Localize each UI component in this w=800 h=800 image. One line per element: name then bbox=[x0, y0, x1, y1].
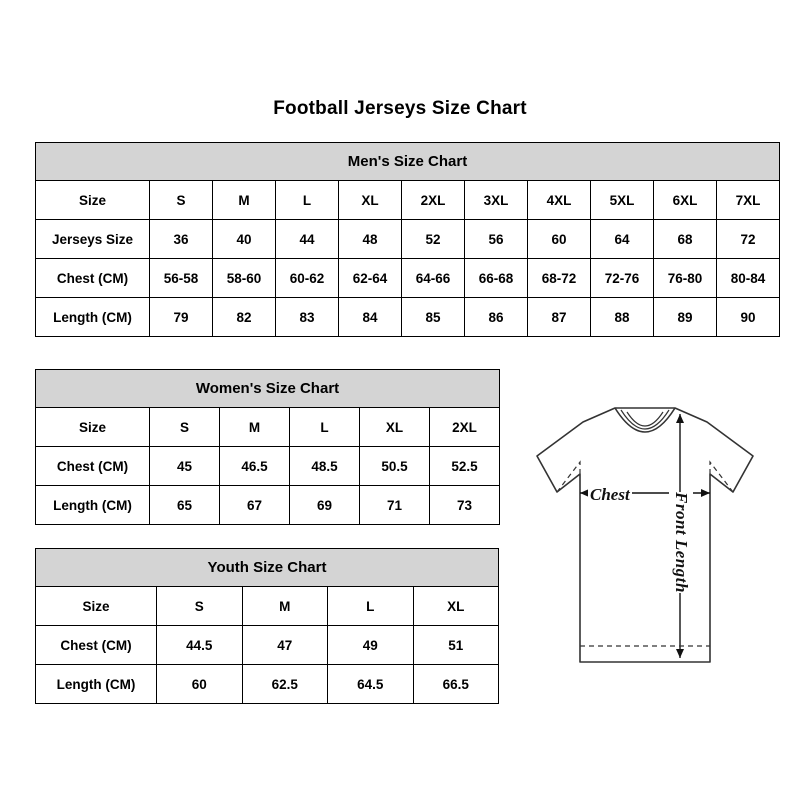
table-cell: 60 bbox=[528, 220, 591, 259]
table-cell: 80-84 bbox=[717, 259, 780, 298]
womens-table-caption: Women's Size Chart bbox=[35, 369, 500, 407]
youth-size-chart bbox=[35, 548, 493, 704]
table-cell: 60 bbox=[157, 665, 243, 704]
table-row bbox=[36, 587, 499, 626]
row-label: Chest (CM) bbox=[36, 259, 150, 298]
table-cell: 85 bbox=[402, 298, 465, 337]
table-cell: 52.5 bbox=[430, 447, 500, 486]
table-row bbox=[36, 220, 780, 259]
table-cell: 60-62 bbox=[276, 259, 339, 298]
table-cell: 6XL bbox=[654, 181, 717, 220]
table-cell: 45 bbox=[150, 447, 220, 486]
row-label: Size bbox=[36, 587, 157, 626]
row-label: Chest (CM) bbox=[36, 447, 150, 486]
table-cell: 62-64 bbox=[339, 259, 402, 298]
table-row bbox=[36, 447, 500, 486]
table-cell: 64 bbox=[591, 220, 654, 259]
table-cell: L bbox=[276, 181, 339, 220]
table-row bbox=[36, 626, 499, 665]
table-cell: 89 bbox=[654, 298, 717, 337]
table-cell: 47 bbox=[242, 626, 328, 665]
table-cell: 48 bbox=[339, 220, 402, 259]
table-row bbox=[36, 181, 780, 220]
row-label: Size bbox=[36, 408, 150, 447]
table-cell: 4XL bbox=[528, 181, 591, 220]
youth-table-caption: Youth Size Chart bbox=[35, 548, 499, 586]
row-label: Size bbox=[36, 181, 150, 220]
table-row bbox=[36, 408, 500, 447]
table-cell: 3XL bbox=[465, 181, 528, 220]
table-cell: 5XL bbox=[591, 181, 654, 220]
table-cell: 2XL bbox=[402, 181, 465, 220]
table-cell: M bbox=[242, 587, 328, 626]
womens-size-chart bbox=[35, 369, 493, 525]
table-cell: 64-66 bbox=[402, 259, 465, 298]
table-cell: 72-76 bbox=[591, 259, 654, 298]
row-label: Length (CM) bbox=[36, 665, 157, 704]
table-cell: L bbox=[328, 587, 414, 626]
table-cell: 48.5 bbox=[290, 447, 360, 486]
table-row bbox=[36, 486, 500, 525]
table-cell: 90 bbox=[717, 298, 780, 337]
table-cell: 46.5 bbox=[220, 447, 290, 486]
table-row bbox=[36, 665, 499, 704]
row-label: Jerseys Size bbox=[36, 220, 150, 259]
table-row bbox=[36, 259, 780, 298]
table-cell: 56 bbox=[465, 220, 528, 259]
table-cell: M bbox=[220, 408, 290, 447]
row-label: Length (CM) bbox=[36, 298, 150, 337]
table-cell: 87 bbox=[528, 298, 591, 337]
table-cell: 62.5 bbox=[242, 665, 328, 704]
table-cell: 64.5 bbox=[328, 665, 414, 704]
table-row bbox=[36, 298, 780, 337]
table-cell: S bbox=[157, 587, 243, 626]
table-cell: 84 bbox=[339, 298, 402, 337]
table-cell: 73 bbox=[430, 486, 500, 525]
table-cell: 49 bbox=[328, 626, 414, 665]
row-label: Chest (CM) bbox=[36, 626, 157, 665]
table-cell: 52 bbox=[402, 220, 465, 259]
table-cell: 2XL bbox=[430, 408, 500, 447]
table-cell: 71 bbox=[360, 486, 430, 525]
table-cell: 68-72 bbox=[528, 259, 591, 298]
table-cell: 56-58 bbox=[150, 259, 213, 298]
table-cell: 76-80 bbox=[654, 259, 717, 298]
table-cell: S bbox=[150, 181, 213, 220]
row-label: Length (CM) bbox=[36, 486, 150, 525]
table-cell: XL bbox=[360, 408, 430, 447]
table-cell: 88 bbox=[591, 298, 654, 337]
page-title: Football Jerseys Size Chart bbox=[273, 98, 527, 119]
tshirt-measurement-diagram bbox=[505, 400, 785, 700]
table-cell: 72 bbox=[717, 220, 780, 259]
table-cell: 68 bbox=[654, 220, 717, 259]
table-cell: 51 bbox=[413, 626, 499, 665]
tshirt-icon bbox=[505, 400, 785, 700]
table-cell: 36 bbox=[150, 220, 213, 259]
table-cell: XL bbox=[339, 181, 402, 220]
table-cell: XL bbox=[413, 587, 499, 626]
table-cell: 50.5 bbox=[360, 447, 430, 486]
table-cell: 7XL bbox=[717, 181, 780, 220]
table-cell: S bbox=[150, 408, 220, 447]
womens-size-table bbox=[35, 369, 500, 525]
mens-size-chart bbox=[35, 142, 766, 337]
table-cell: 82 bbox=[213, 298, 276, 337]
table-cell: 44.5 bbox=[157, 626, 243, 665]
table-cell: 65 bbox=[150, 486, 220, 525]
table-cell: 79 bbox=[150, 298, 213, 337]
youth-size-table bbox=[35, 548, 499, 704]
table-cell: 86 bbox=[465, 298, 528, 337]
mens-size-table bbox=[35, 142, 780, 337]
table-cell: 40 bbox=[213, 220, 276, 259]
mens-table-caption: Men's Size Chart bbox=[35, 142, 780, 180]
chest-measurement-label: Chest bbox=[590, 485, 630, 504]
table-cell: 66-68 bbox=[465, 259, 528, 298]
table-cell: 44 bbox=[276, 220, 339, 259]
table-cell: 66.5 bbox=[413, 665, 499, 704]
table-cell: 83 bbox=[276, 298, 339, 337]
table-cell: 58-60 bbox=[213, 259, 276, 298]
table-cell: 67 bbox=[220, 486, 290, 525]
table-cell: M bbox=[213, 181, 276, 220]
table-cell: 69 bbox=[290, 486, 360, 525]
front-length-measurement-label: Front Length bbox=[669, 492, 693, 593]
table-cell: L bbox=[290, 408, 360, 447]
